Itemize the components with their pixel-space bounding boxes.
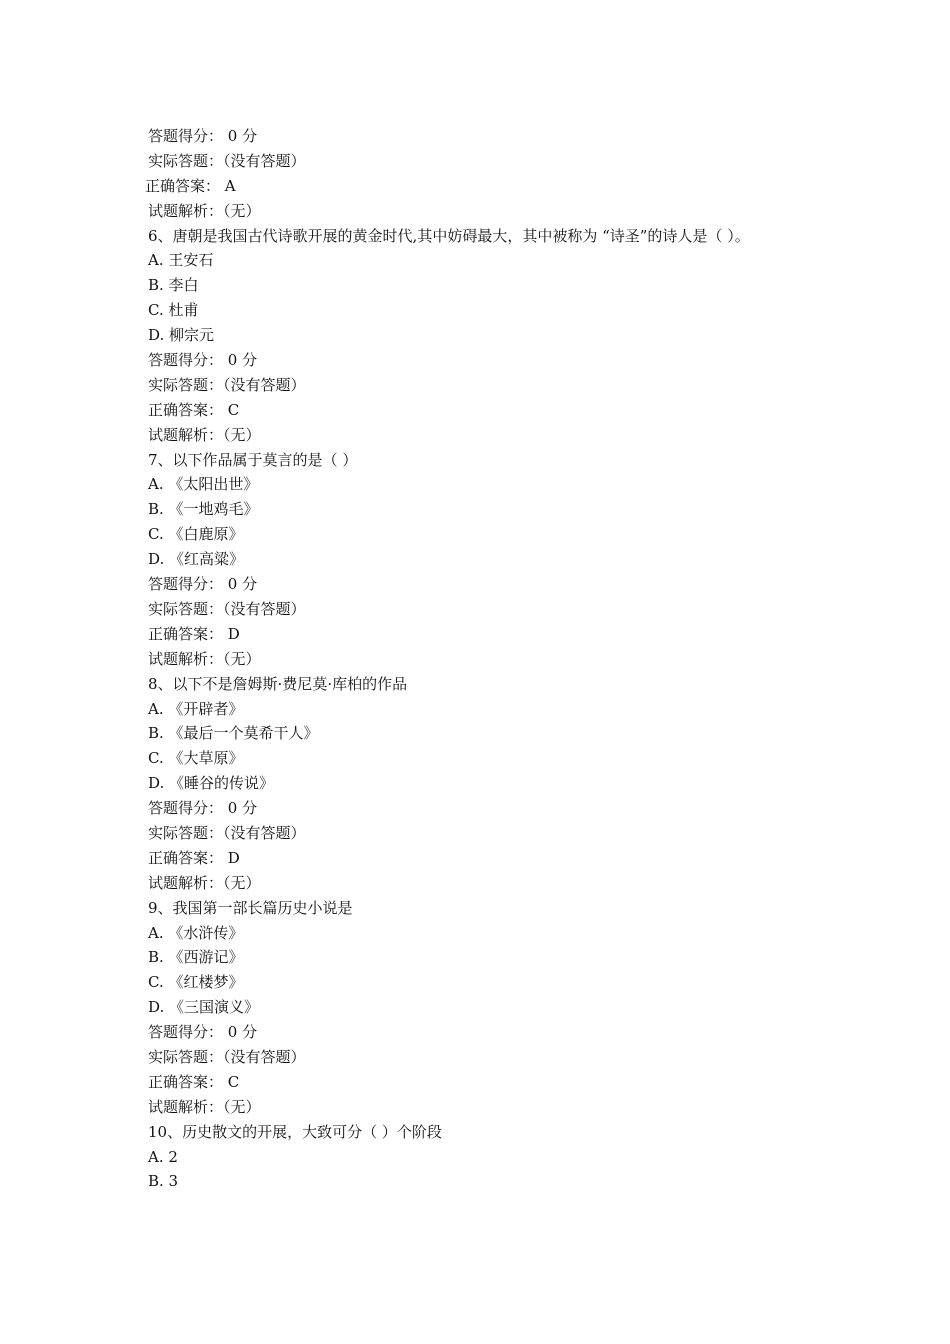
actual-answer-line: 实际答题：（没有答题） bbox=[148, 375, 306, 394]
analysis-line: 试题解析：（无） bbox=[148, 649, 261, 668]
actual-answer-line: 实际答题：（没有答题） bbox=[148, 1047, 306, 1066]
score-line: 答题得分： 0 分 bbox=[148, 127, 258, 145]
option-c: C. 《红楼梦》 bbox=[148, 973, 244, 992]
option-c: C. 杜甫 bbox=[148, 301, 199, 320]
option-a: A. 《开辟者》 bbox=[148, 699, 244, 718]
option-b: B. 李白 bbox=[148, 276, 199, 295]
option-b: B. 《最后一个莫希干人》 bbox=[148, 724, 319, 743]
option-b: B. 《西游记》 bbox=[148, 948, 244, 967]
option-b: B. 《一地鸡毛》 bbox=[148, 500, 259, 519]
option-c: C. 《大草原》 bbox=[148, 749, 244, 768]
question-stem: 6、唐朝是我国古代诗歌开展的黄金时代,其中妨碍最大，其中被称为 “诗圣”的诗人是（ ）。 bbox=[148, 226, 750, 245]
option-d: D. 《红高粱》 bbox=[148, 550, 245, 569]
question-stem: 7、以下作品属于莫言的是（ ） bbox=[148, 450, 358, 469]
actual-answer-line: 实际答题：（没有答题） bbox=[148, 599, 306, 618]
option-d: D. 《睡谷的传说》 bbox=[148, 774, 275, 793]
option-a: A. 《太阳出世》 bbox=[148, 475, 259, 494]
correct-answer-line: 正确答案： D bbox=[148, 624, 240, 643]
score-line: 答题得分： 0 分 bbox=[148, 799, 258, 818]
correct-answer-line: 正确答案： C bbox=[148, 1072, 240, 1091]
option-d: D. 柳宗元 bbox=[148, 326, 215, 345]
option-a: A. 2 bbox=[148, 1147, 178, 1166]
correct-answer-line: 正确答案： D bbox=[148, 848, 240, 867]
correct-answer-line: 正确答案： A bbox=[145, 176, 236, 195]
option-a: A. 《水浒传》 bbox=[148, 923, 244, 942]
actual-answer-line: 实际答题：（没有答题） bbox=[148, 823, 306, 842]
score-line: 答题得分： 0 分 bbox=[148, 575, 258, 594]
question-stem: 10、历史散文的开展，大致可分（ ）个阶段 bbox=[148, 1122, 442, 1141]
analysis-line: 试题解析：（无） bbox=[148, 1097, 261, 1116]
question-stem: 8、以下不是詹姆斯·费尼莫·库柏的作品 bbox=[148, 674, 408, 693]
option-a: A. 王安石 bbox=[148, 251, 214, 270]
option-d: D. 《三国演义》 bbox=[148, 998, 260, 1017]
analysis-line: 试题解析：（无） bbox=[148, 425, 261, 444]
score-line: 答题得分： 0 分 bbox=[148, 1023, 258, 1042]
analysis-line: 试题解析：（无） bbox=[148, 201, 261, 220]
analysis-line: 试题解析：（无） bbox=[148, 873, 261, 892]
score-line: 答题得分： 0 分 bbox=[148, 351, 258, 370]
option-c: C. 《白鹿原》 bbox=[148, 525, 244, 544]
quiz-content bbox=[145, 124, 828, 1194]
correct-answer-line: 正确答案： C bbox=[148, 400, 240, 419]
question-stem: 9、我国第一部长篇历史小说是 bbox=[148, 898, 353, 917]
actual-answer-line: 实际答题：（没有答题） bbox=[148, 151, 306, 170]
option-b: B. 3 bbox=[148, 1172, 179, 1191]
